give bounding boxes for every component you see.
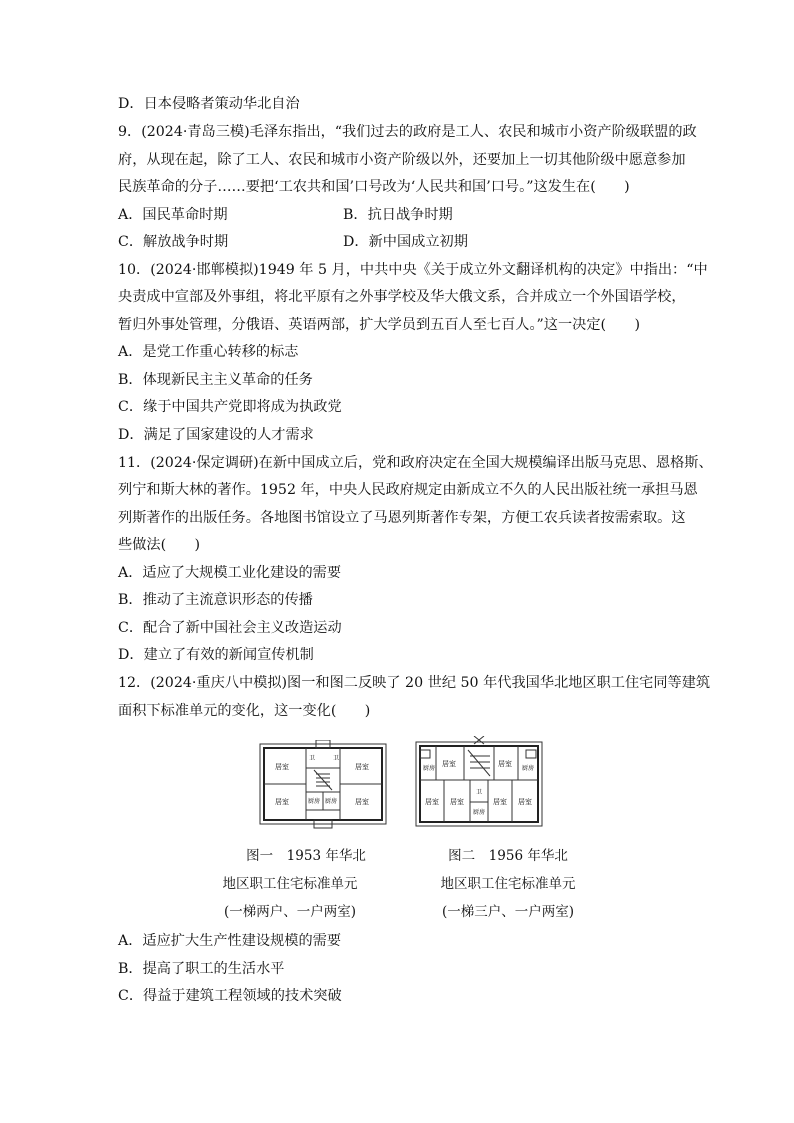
q12-option-a: A．适应扩大生产性建设规模的需要 [118,933,342,949]
figure-2-floor-plan [414,736,544,830]
fig2-kitchen-label-2: 厨房 [522,765,535,772]
fig1-wc-label-1: 卫 [309,755,316,762]
q12-stem-line-1: 12．(2024·重庆八中模拟)图一和图二反映了 20 世纪 50 年代我国华北地区职工住宅同等建筑 [118,675,711,691]
fig2-kitchen-label-1: 厨房 [423,765,436,772]
fig1-room-label-1: 居室 [275,763,289,771]
q9-option-d: D．新中国成立初期 [343,234,468,250]
fig2-kitchen-label-3: 厨房 [473,809,486,816]
q11-stem-line-4: 些做法( ) [118,537,201,553]
fig2-room-label-3: 居室 [425,798,439,806]
q10-stem-line-3: 暂归外事处管理，分俄语、英语两部，扩大学员到五百人至七百人。”这一决定( ) [118,317,640,333]
fig2-room-label-6: 居室 [518,798,532,806]
fig2-room-label-1: 居室 [442,760,456,768]
fig1-caption-1: 图一 1953 年华北 [246,848,366,864]
fig2-caption-1: 图二 1956 年华北 [448,848,568,864]
q11-stem-line-2: 列宁和斯大林的著作。1952 年，中央人民政府规定由新成立不久的人民出版社统一承担马恩 [118,482,698,498]
q9-stem-line-3: 民族革命的分子……要把‘工农共和国’口号改为‘人民共和国’口号。”这发生在( ) [118,179,630,195]
fig1-room-label-3: 居室 [275,798,289,806]
figure-1-floor-plan [258,740,388,830]
q9-stem-line-1: 9．(2024·青岛三模)毛泽东指出，“我们过去的政府是工人、农民和城市小资产阶级联盟的政 [118,124,697,140]
fig2-room-label-2: 居室 [498,760,512,768]
fig2-caption-3: (一梯三户、一户两室) [441,904,575,920]
q11-option-b: B．推动了主流意识形态的传播 [118,592,313,608]
q9-option-b: B．抗日战争时期 [343,207,453,223]
q12-option-b: B．提高了职工的生活水平 [118,961,285,977]
q11-stem-line-3: 列斯著作的出版任务。各地图书馆设立了马恩列斯著作专架，方便工农兵读者按需索取。这 [118,510,686,526]
q9-option-a: A．国民革命时期 [118,207,228,223]
q8-option-d: D．日本侵略者策动华北自治 [118,96,300,112]
q10-option-b: B．体现新民主主义革命的任务 [118,372,313,388]
fig1-kitchen-label-2: 厨房 [325,798,338,805]
fig1-caption-3: (一梯两户、一户两室) [223,904,357,920]
q10-option-d: D．满足了国家建设的人才需求 [118,427,314,443]
fig2-room-label-4: 居室 [450,798,464,806]
fig2-room-label-5: 居室 [493,798,507,806]
q10-option-c: C．缘于中国共产党即将成为执政党 [118,399,342,415]
q11-option-d: D．建立了有效的新闻宣传机制 [118,647,314,663]
fig1-caption-2: 地区职工住宅标准单元 [222,876,358,892]
q12-stem-line-2: 面积下标准单元的变化，这一变化( ) [118,703,371,719]
q11-option-a: A．适应了大规模工业化建设的需要 [118,565,342,581]
q9-stem-line-2: 府，从现在起，除了工人、农民和城市小资产阶级以外，还要加上一切其他阶级中愿意参加 [118,152,686,168]
q10-stem-line-2: 央责成中宣部及外事组，将北平原有之外事学校及华大俄文系，合并成立一个外国语学校， [118,289,686,305]
fig1-room-label-4: 居室 [355,798,369,806]
fig2-wc-label: 卫 [476,789,483,796]
q11-stem-line-1: 11．(2024·保定调研)在新中国成立后，党和政府决定在全国大规模编译出版马克思、恩格斯、 [118,455,713,471]
fig2-caption-2: 地区职工住宅标准单元 [440,876,576,892]
fig1-kitchen-label-1: 厨房 [308,798,321,805]
fig1-room-label-2: 居室 [355,763,369,771]
q10-option-a: A．是党工作重心转移的标志 [118,344,299,360]
q9-option-c: C．解放战争时期 [118,234,229,250]
q11-option-c: C．配合了新中国社会主义改造运动 [118,620,342,636]
fig1-wc-label-2: 卫 [333,755,340,762]
q12-option-c: C．得益于建筑工程领域的技术突破 [118,988,342,1004]
q10-stem-line-1: 10．(2024·邯郸模拟)1949 年 5 月，中共中央《关于成立外文翻译机构的决定》中指出：“中 [118,262,708,278]
